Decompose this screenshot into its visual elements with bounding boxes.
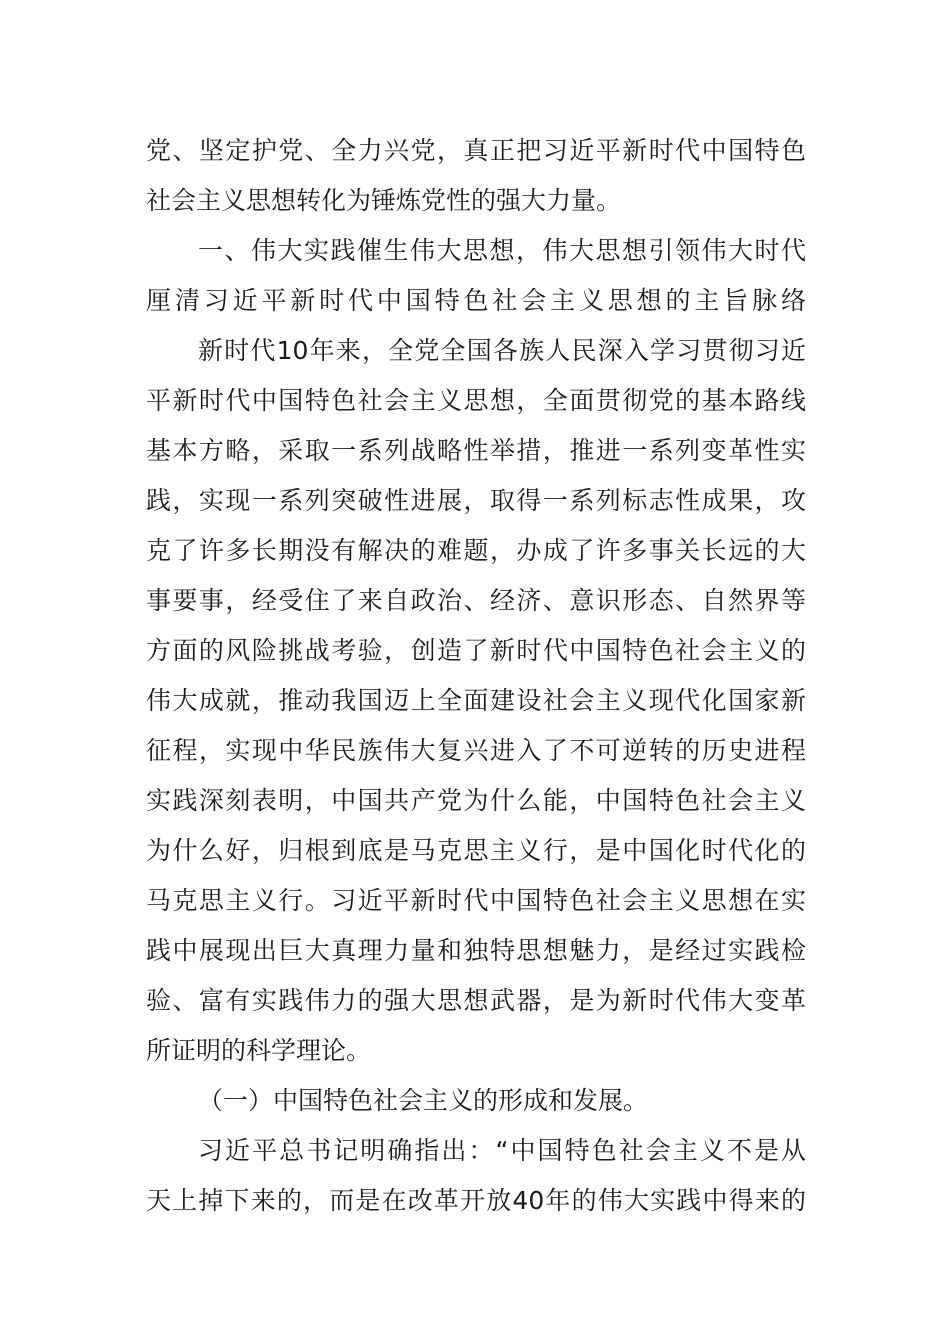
text-line-14: 实践深刻表明，中国共产党为什么能，中国特色社会主义 (146, 786, 806, 815)
section-heading-line-2: 厘清习近平新时代中国特色社会主义思想的主旨脉络 (146, 286, 806, 315)
text-line-6: 平新时代中国特色社会主义思想，全面贯彻党的基本路线 (146, 386, 806, 415)
text-line-22: 天上掉下来的，而是在改革开放40年的伟大实践中得来的 (146, 1186, 806, 1215)
subsection-heading: （一）中国特色社会主义的形成和发展。 (198, 1086, 649, 1115)
text-line-5: 新时代10年来，全党全国各族人民深入学习贯彻习近 (198, 336, 806, 365)
text-line-11: 方面的风险挑战考验，创造了新时代中国特色社会主义的 (146, 636, 806, 665)
text-line-8: 践，实现一系列突破性进展，取得一系列标志性成果，攻 (146, 486, 806, 515)
text-line-18: 验、富有实践伟力的强大思想武器，是为新时代伟大变革 (146, 986, 806, 1015)
text-line-9: 克了许多长期没有解决的难题，办成了许多事关长远的大 (146, 536, 806, 565)
text-line-1: 党、坚定护党、全力兴党，真正把习近平新时代中国特色 (146, 136, 806, 165)
text-line-12: 伟大成就，推动我国迈上全面建设社会主义现代化国家新 (146, 686, 806, 715)
text-line-15: 为什么好，归根到底是马克思主义行，是中国化时代化的 (146, 836, 806, 865)
text-line-19: 所证明的科学理论。 (146, 1036, 372, 1065)
text-line-10: 事要事，经受住了来自政治、经济、意识形态、自然界等 (146, 586, 806, 615)
text-line-2: 社会主义思想转化为锤炼党性的强大力量。 (146, 186, 622, 215)
text-line-17: 践中展现出巨大真理力量和独特思想魅力，是经过实践检 (146, 936, 806, 965)
text-line-21: 习近平总书记明确指出：“中国特色社会主义不是从 (198, 1136, 806, 1165)
text-line-13: 征程，实现中华民族伟大复兴进入了不可逆转的历史进程 (146, 736, 806, 765)
text-line-7: 基本方略，采取一系列战略性举措，推进一系列变革性实 (146, 436, 806, 465)
section-heading-line-1: 一、伟大实践催生伟大思想，伟大思想引领伟大时代 (198, 236, 806, 265)
body-text (146, 126, 806, 1226)
text-line-16: 马克思主义行。习近平新时代中国特色社会主义思想在实 (146, 886, 806, 915)
